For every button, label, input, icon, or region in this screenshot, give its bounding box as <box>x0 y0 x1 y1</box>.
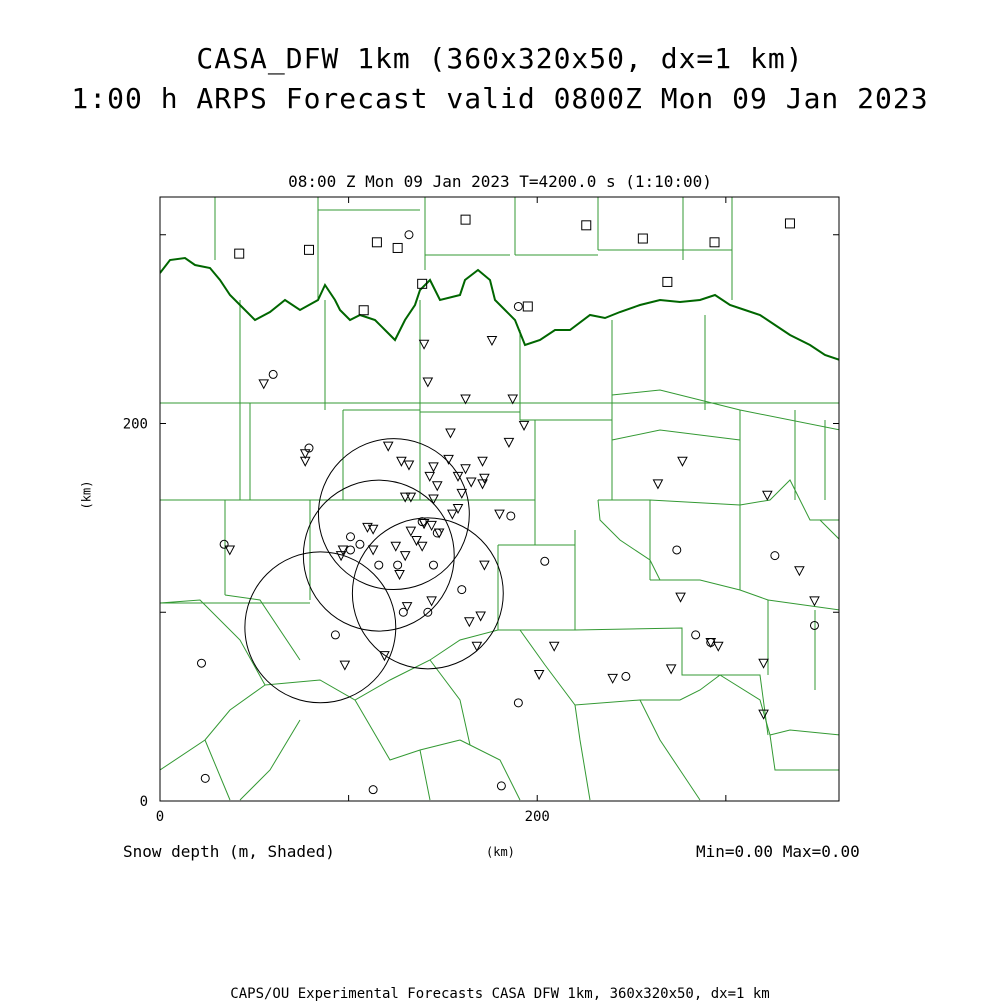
station-triangle <box>487 336 496 345</box>
station-square <box>359 306 368 315</box>
station-circle <box>424 608 432 616</box>
station-triangle <box>478 457 487 466</box>
x-tick-label: 200 <box>524 809 550 825</box>
station-triangle <box>472 642 481 651</box>
station-triangle <box>653 480 662 489</box>
station-triangle <box>429 463 438 472</box>
station-circle <box>810 621 818 629</box>
station-triangle <box>535 671 544 680</box>
station-triangle <box>667 665 676 674</box>
x-axis-label: (km) <box>486 845 515 859</box>
station-triangle <box>391 542 400 551</box>
station-triangle <box>476 612 485 621</box>
station-square <box>785 219 794 228</box>
station-triangle <box>461 395 470 404</box>
station-circle <box>692 631 700 639</box>
map-title-line1: CASA_DFW 1km (360x320x50, dx=1 km) <box>196 42 804 75</box>
station-triangle <box>480 474 489 483</box>
station-triangle <box>401 552 410 561</box>
station-circle <box>220 540 228 548</box>
station-triangle <box>427 597 436 606</box>
station-triangle <box>504 438 513 447</box>
station-triangle <box>480 561 489 570</box>
station-triangle <box>404 461 413 470</box>
station-square <box>372 238 381 247</box>
station-circle <box>405 231 413 239</box>
station-triangle <box>454 504 463 513</box>
station-triangle <box>423 378 432 387</box>
station-triangle <box>395 571 404 580</box>
station-square <box>235 249 244 258</box>
station-circle <box>514 699 522 707</box>
station-circle <box>201 774 209 782</box>
station-triangle <box>448 510 457 518</box>
station-square <box>523 302 532 311</box>
station-circle <box>369 786 377 794</box>
station-triangle <box>457 489 466 498</box>
station-circle <box>429 561 437 569</box>
station-triangle <box>467 478 476 487</box>
y-axis-label: (km) <box>79 480 94 510</box>
station-circle <box>458 586 466 594</box>
radar-range-rings <box>245 439 503 703</box>
station-triangle <box>406 527 415 536</box>
station-square <box>663 277 672 286</box>
station-triangle <box>369 546 378 555</box>
min-max-label: Min=0.00 Max=0.00 <box>696 842 860 861</box>
station-triangle <box>550 642 559 651</box>
plot-subtitle: 08:00 Z Mon 09 Jan 2023 T=4200.0 s (1:10:00) <box>288 172 712 191</box>
county-boundaries <box>160 197 840 800</box>
station-circle <box>356 540 364 548</box>
station-circle <box>269 370 277 378</box>
station-triangle <box>420 340 429 349</box>
footer-credit: CAPS/OU Experimental Forecasts CASA DFW 1km, 360x320x50, dx=1 km <box>230 986 770 1002</box>
station-triangle <box>810 597 819 606</box>
radar-ring-3 <box>352 518 503 669</box>
station-circle <box>622 672 630 680</box>
station-circle <box>497 782 505 790</box>
station-triangle <box>446 429 455 438</box>
station-circle <box>541 557 549 565</box>
station-triangle <box>714 642 723 651</box>
station-circle <box>346 546 354 554</box>
station-square <box>582 221 591 230</box>
station-triangle <box>433 482 442 491</box>
station-circle <box>375 561 383 569</box>
station-triangle <box>678 457 687 466</box>
station-triangle <box>465 618 474 627</box>
station-circle <box>346 533 354 541</box>
station-triangle <box>676 593 685 602</box>
station-circle <box>673 546 681 554</box>
station-triangle <box>763 491 772 500</box>
station-triangle <box>608 674 617 683</box>
station-triangle <box>508 395 517 404</box>
station-triangle <box>384 442 393 451</box>
station-square <box>461 215 470 224</box>
x-tick-label: 0 <box>155 809 165 825</box>
station-triangle <box>412 537 421 546</box>
field-label: Snow depth (m, Shaded) <box>123 842 335 861</box>
station-triangle <box>795 567 804 576</box>
station-triangle <box>429 495 438 504</box>
station-triangle <box>420 520 429 529</box>
station-triangle <box>520 421 529 430</box>
station-triangle <box>418 542 427 551</box>
station-circle <box>197 659 205 667</box>
station-circle <box>507 512 515 520</box>
station-triangle <box>425 472 434 481</box>
station-circle <box>771 552 779 560</box>
station-circle <box>514 302 522 310</box>
station-square <box>393 243 402 252</box>
radar-ring-2 <box>303 480 454 631</box>
station-triangle <box>420 520 429 529</box>
plot-frame <box>160 197 839 801</box>
station-square <box>305 245 314 254</box>
red-river <box>160 258 840 360</box>
map-title-line2: 1:00 h ARPS Forecast valid 0800Z Mon 09 Jan 2023 <box>71 82 929 115</box>
station-circle <box>331 631 339 639</box>
station-triangle <box>495 510 504 518</box>
station-triangle <box>759 659 768 668</box>
station-triangle <box>259 380 268 389</box>
station-square <box>638 234 647 243</box>
station-triangle <box>363 523 372 532</box>
y-tick-label: 200 <box>122 416 148 433</box>
station-square <box>710 238 719 247</box>
station-circle <box>394 561 402 569</box>
y-tick-label: 0 <box>139 794 148 810</box>
station-triangle <box>340 661 349 670</box>
